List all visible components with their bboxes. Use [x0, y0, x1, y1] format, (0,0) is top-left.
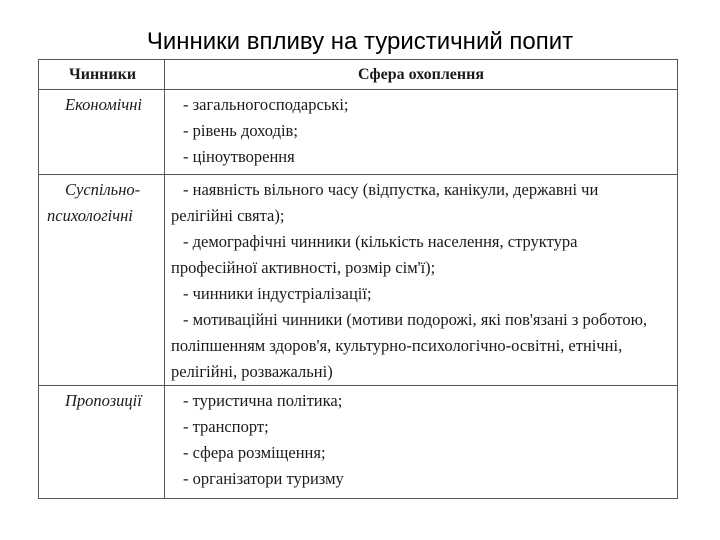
table-row-economic	[39, 90, 678, 175]
scope-line: поліпшенням здоров'я, культурно-психологічно-освітні, етнічні,	[171, 336, 623, 355]
header-factors: Чинники	[39, 60, 165, 90]
scope-line: - наявність вільного часу (відпустка, канікули, державні чи	[183, 180, 599, 199]
scope-line: - сфера розміщення;	[183, 443, 326, 462]
scope-line: - демографічні чинники (кількість населення, структура	[183, 232, 578, 251]
scope-line: релігійні свята);	[171, 206, 285, 225]
scope-line: - транспорт;	[183, 417, 269, 436]
scope-cell-social	[165, 175, 678, 386]
factor-label: психологічні	[47, 206, 133, 225]
table-header-row	[39, 60, 678, 90]
factor-label: Пропозиції	[65, 391, 142, 410]
scope-line: - туристична політика;	[183, 391, 343, 410]
table-row-supply	[39, 386, 678, 499]
factor-cell-economic	[39, 90, 165, 175]
scope-line: релігійні, розважальні)	[171, 362, 333, 381]
factor-label: Економічні	[65, 95, 142, 114]
scope-line: - мотиваційні чинники (мотиви подорожі, які пов'язані з роботою,	[183, 310, 648, 329]
scope-line: - рівень доходів;	[183, 121, 298, 140]
factor-label: Суспільно-	[65, 180, 141, 199]
factor-cell-social	[39, 175, 165, 386]
header-scope: Сфера охоплення	[165, 60, 678, 90]
scope-line: - організатори туризму	[183, 469, 344, 488]
scope-cell-supply	[165, 386, 678, 499]
factors-table	[38, 59, 678, 499]
table-row-social-psychological	[39, 175, 678, 386]
slide-title: Чинники впливу на туристичний попит	[146, 28, 574, 55]
scope-line: - чинники індустріалізації;	[183, 284, 372, 303]
scope-line: - ціноутворення	[183, 147, 295, 166]
scope-cell-economic	[165, 90, 678, 175]
factor-cell-supply	[39, 386, 165, 499]
scope-line: професійної активності, розмір сім'ї);	[171, 258, 436, 277]
scope-line: - загальногосподарські;	[183, 95, 349, 114]
